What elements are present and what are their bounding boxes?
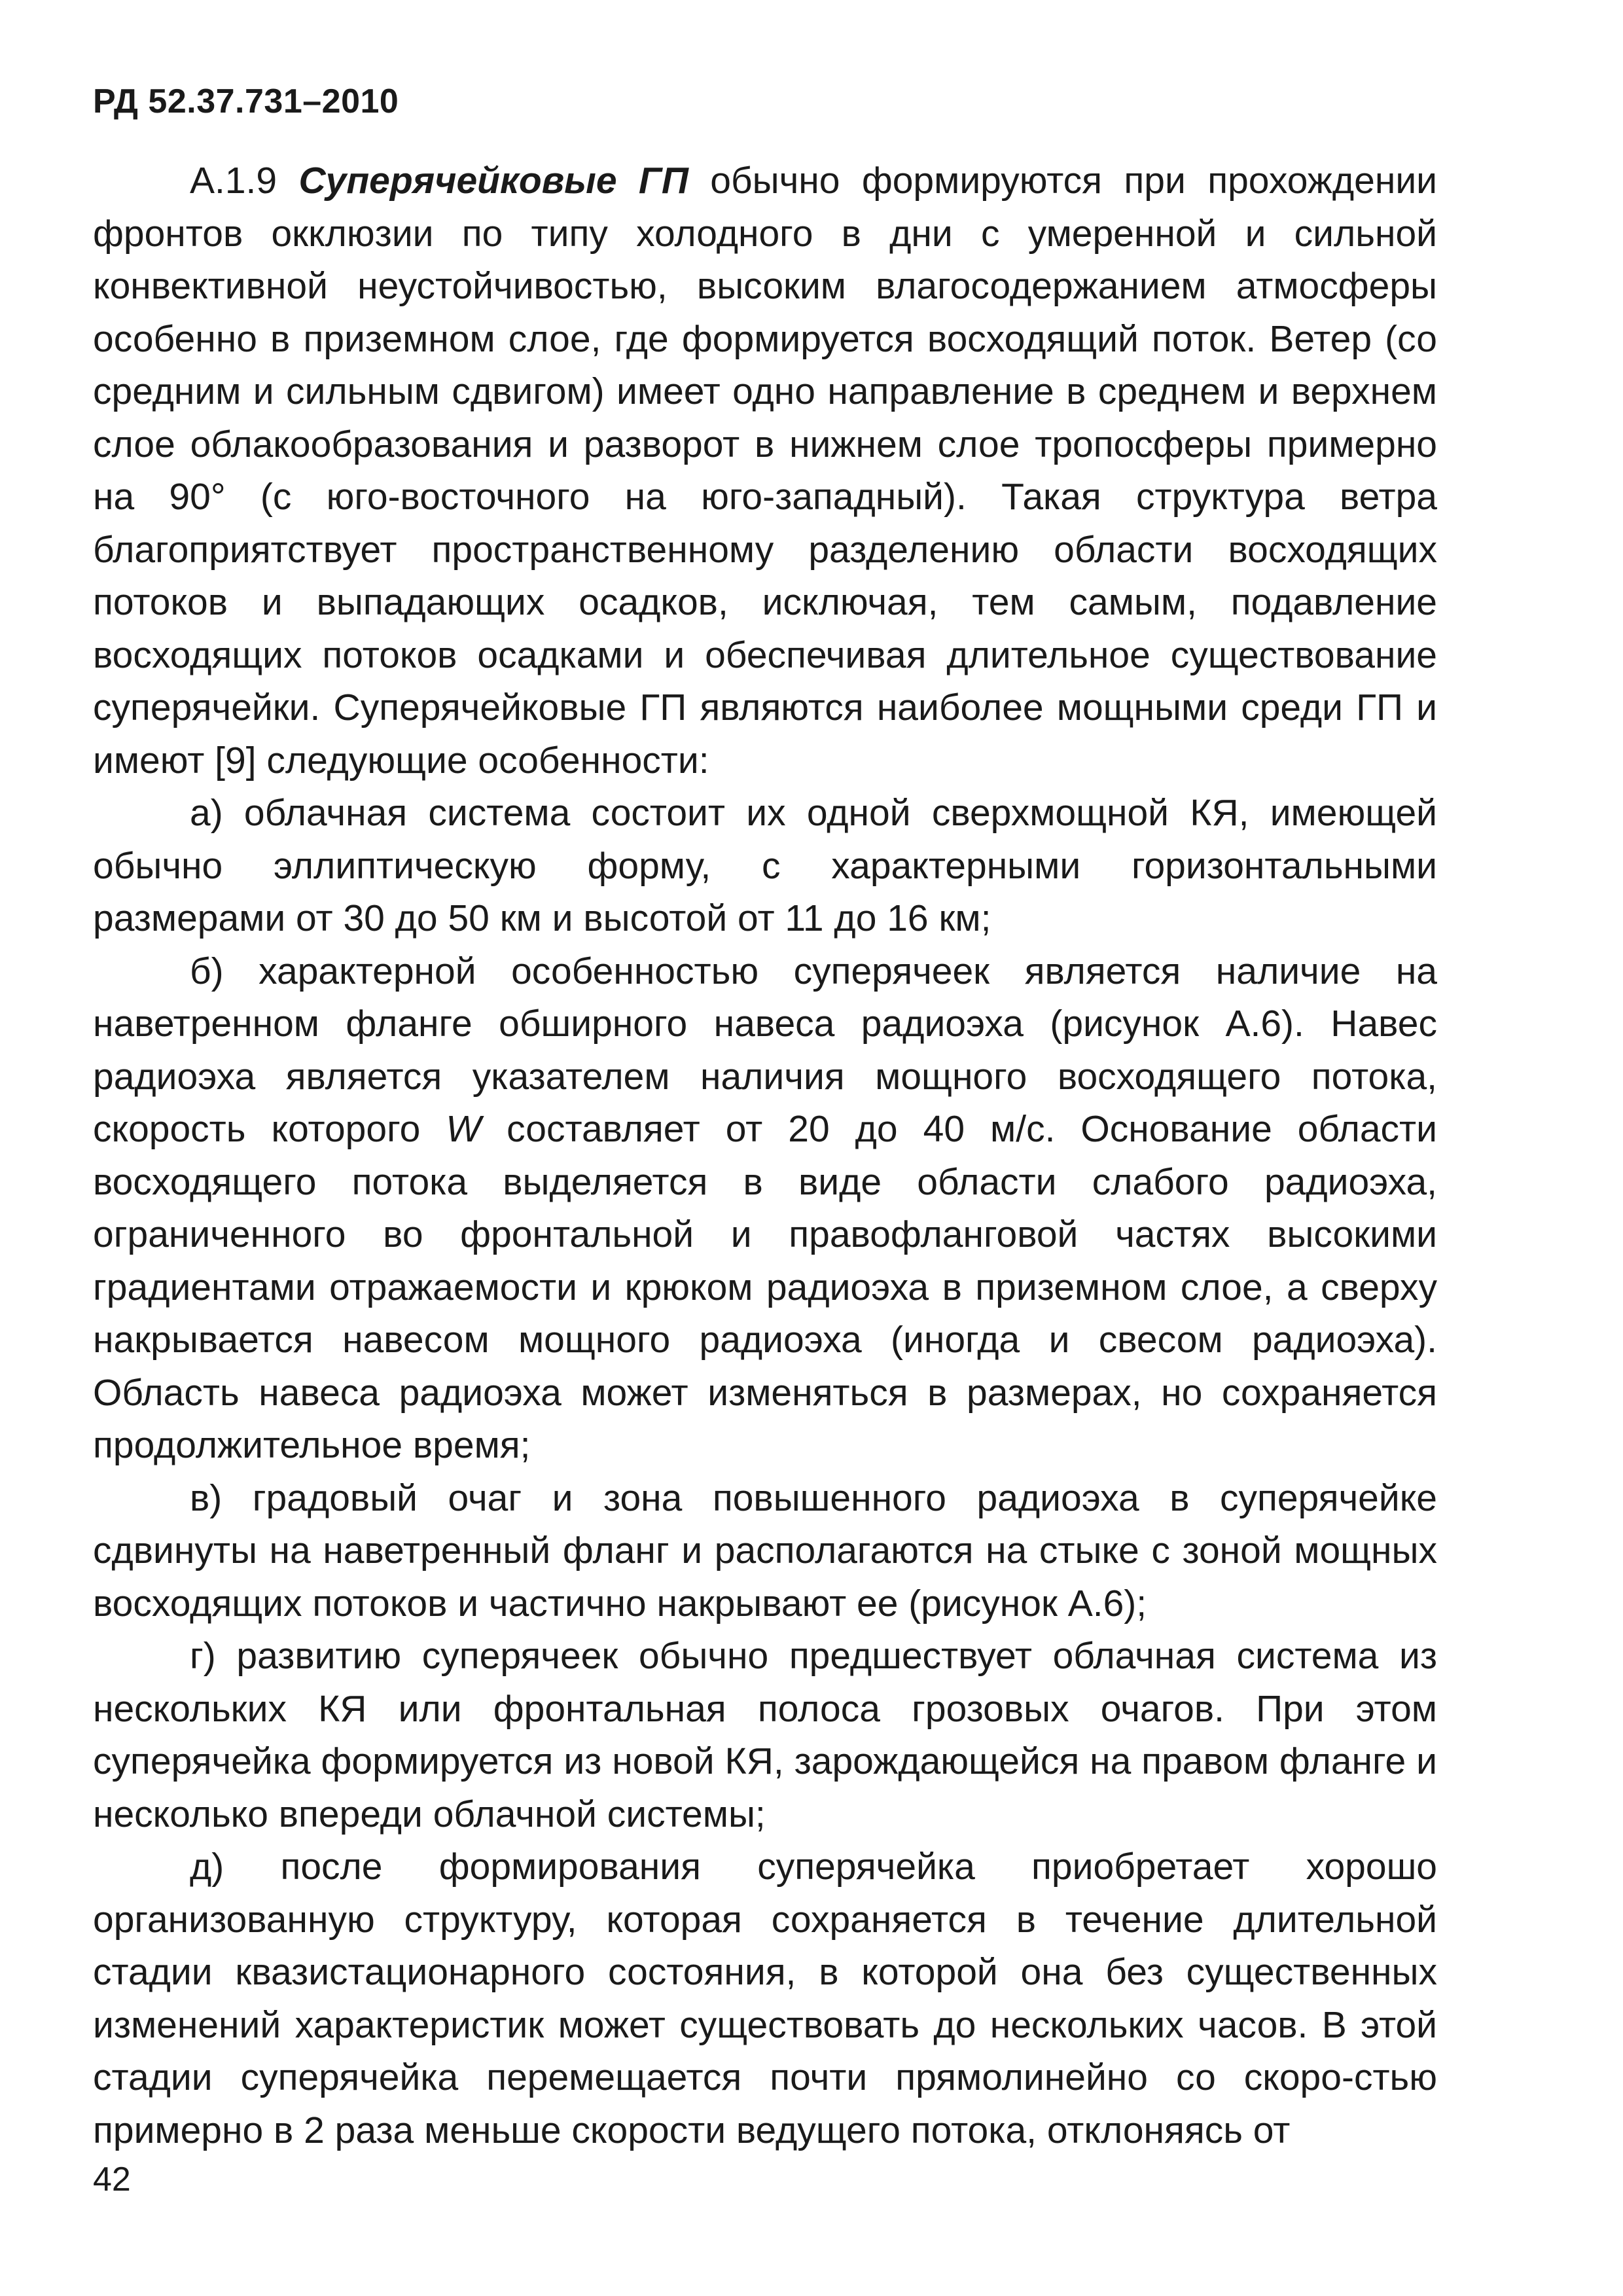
list-item-b-text-start: б) характерной особенностью суперячеек является наличие на наветренном фланге обширного навеса радиоэха (рисунок А.6). Навес радиоэха является указателем наличия мощного восходящего потока, скорость которого <box>93 950 1437 1150</box>
list-item-a: а) облачная система состоит их одной сверхмощной КЯ, имеющей обычно эллиптическую форму, с характерными горизонтальными размерами от 30 до 50 км и высотой от 11 до 16 км; <box>93 792 1437 939</box>
paragraph-a-1-9 <box>93 154 1437 787</box>
term-supercell-hail-processes: Суперячейковые ГП <box>298 160 688 202</box>
list-item-b-text-end: составляет от 20 до 40 м/с. Основание области восходящего потока выделяется в виде области слабого радиоэха, ограниченного во фронтальной и правофланговой частях высокими градиентами отражаемости и крюком радиоэха в приземном слое, а сверху накрывается навесом мощного радиоэха (иногда и свесом радиоэха). Область навеса радиоэха может изменяться в размерах, но сохраняется продолжительное время; <box>93 1108 1437 1466</box>
list-item-d: д) после формирования суперячейка приобретает хорошо организованную структуру, которая сохраняется в течение длительной стадии квазистационарного состояния, в которой она без существенных изменений характеристик может существовать до нескольких часов. В этой стадии суперячейка перемещается почти прямолинейно со скоро-стью примерно в 2 раза меньше скорости ведущего потока, отклоняясь от <box>93 1846 1437 2151</box>
page-number: 42 <box>93 2161 131 2198</box>
list-item-b <box>93 945 1437 1472</box>
document-code-header: РД 52.37.731–2010 <box>93 82 399 120</box>
variable-w: W <box>446 1108 482 1150</box>
paragraph-a-1-9-text: обычно формируются при прохождении фронтов окклюзии по типу холодного в дни с умеренной и сильной конвективной неустойчивостью, высоким влагосодержанием атмосферы особенно в приземном слое, где формируется восходящий поток. Ветер (со средним и сильным сдвигом) имеет одно направление в среднем и верхнем слое облакообразования и разворот в нижнем слое тропосферы примерно на 90° (с юго-восточного на юго-западный). Такая структура ветра благоприятствует пространственному разделению области восходящих потоков и выпадающих осадков, исключая, тем самым, подавление восходящих потоков осадками и обеспечивая длительное существование суперячейки. Суперячейковые ГП являются наиболее мощными среди ГП и имеют [9] следующие особенности: <box>93 160 1438 781</box>
document-body <box>93 154 1437 2157</box>
list-item-g: г) развитию суперячеек обычно предшествует облачная система из нескольких КЯ или фронтальная полоса грозовых очагов. При этом суперячейка формируется из новой КЯ, зарождающейся на правом фланге и несколько впереди облачной системы; <box>93 1635 1437 1835</box>
section-number: А.1.9 <box>190 160 277 202</box>
list-item-v: в) градовый очаг и зона повышенного радиоэха в суперячейке сдвинуты на наветренный фланг и располагаются на стыке с зоной мощных восходящих потоков и частично накрывают ее (рисунок А.6); <box>93 1477 1437 1624</box>
